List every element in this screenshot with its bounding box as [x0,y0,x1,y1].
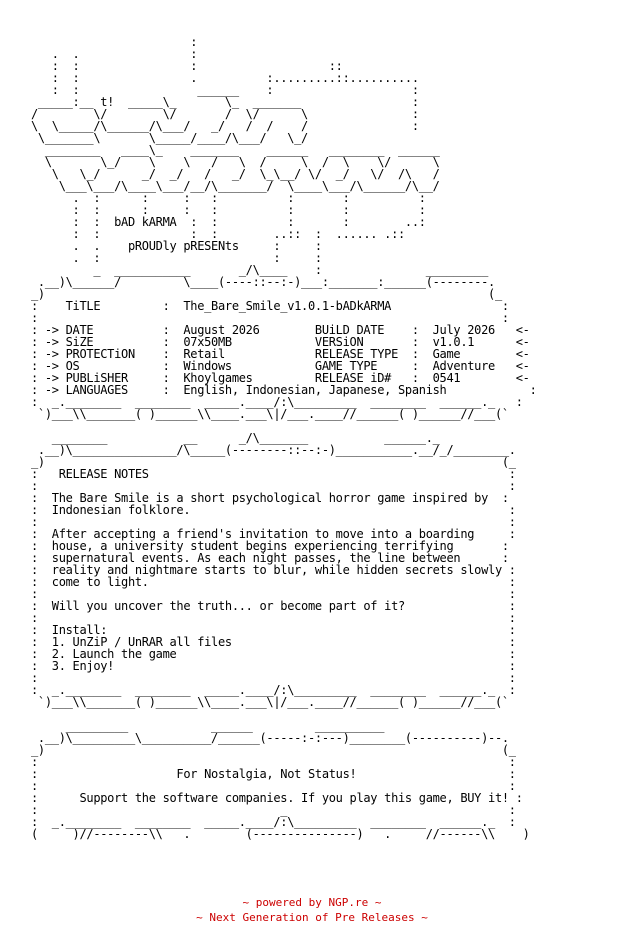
powered-by-credit: ~ powered by NGP.re ~ [242,896,382,909]
nfo-ascii-art: : . . : : : : :: : : . :.........::.......... : : ______ : : _____:__ t! _____\_ \_ _______ : / \/ \/ / \/ \ : \ \_____/\______/\___/ _/ / / / : \_______\ \_____/____/\___/ \_/ ________ ____\_ _______ ______ ________ ______ \ \_/ \ \ / \ / \ / \ \/ \ \ \_/ _/ _/ / _/ \_\__/ \/ _/ \/ /\ / \___\___/\____\___/__/\_______/ \____\___/\______/\__/ . : : : : : : : : : : : : : : : : : bAD kARMA : : : : ..: : : : : ..:: : ...... .:: . . pROUDly pRESENts : : . : : : _ ___________ _/\____ : _________ .__)\______/ \____(----::--:-)___:_______:______(--------. _) (_ : TiTLE : The_Bare_Smile_v1.0.1-bADkARMA : : : : -> DATE : August 2026 BUiLD DATE : July 2026 <- : -> SiZE : 07x50MB VERSiON : v1.0.1 <- : -> PROTECTiON : Retail RELEASE TYPE : Game <- : -> OS : Windows GAME TYPE : Adventure <- : -> PUBLiSHER : Khoylgames RELEASE iD# : 0541 <- : -> LANGUAGES : English, Indonesian, Japanese, Spanish : : _.________ ________ _____.____/:\_________ ________ ______._ : `)___\\_______( )______\\____.___\|/___.____//______( )______//___(` ________ __ _/\_______ ______._ .__)\_______________/\_____(--------::--:-)___________.__/_/________. _) (_ : RELEASE NOTES : : : : The Bare Smile is a short psychological horror game inspired by : : Indonesian folklore. : : : : After accepting a friend's invitation to move into a boarding : : house, a university student begins experiencing terrifying : : supernatural events. As each night passes, the line between : : reality and nightmare starts to blur, while hidden secrets slowly : : come to light. : : : : Will you uncover the truth... or become part of it? : : : : Install: : : 1. UnZiP / UnRAR all files : : 2. Launch the game : : 3. Enjoy! : : : : _.________ ________ _____.____/:\_________ ________ ______._ : `)___\\_______( )______\\____.___\|/___.____//______( )______//___(` _________ ______ __________ .__)\_________\__________/______(-----:-:---)________(----------)--. _) (_ : : : For Nostalgia, Not Status! : : : : Support the software companies. If you play this game, BUY it! : : _ : : _.________ ________ _____.____/:\_________ ________ ______._ : (_____)//--------\\___.________(---------------)___._____//------\\____) [31,36,537,840]
next-generation-credit: ~ Next Generation of Pre Releases ~ [196,911,428,924]
